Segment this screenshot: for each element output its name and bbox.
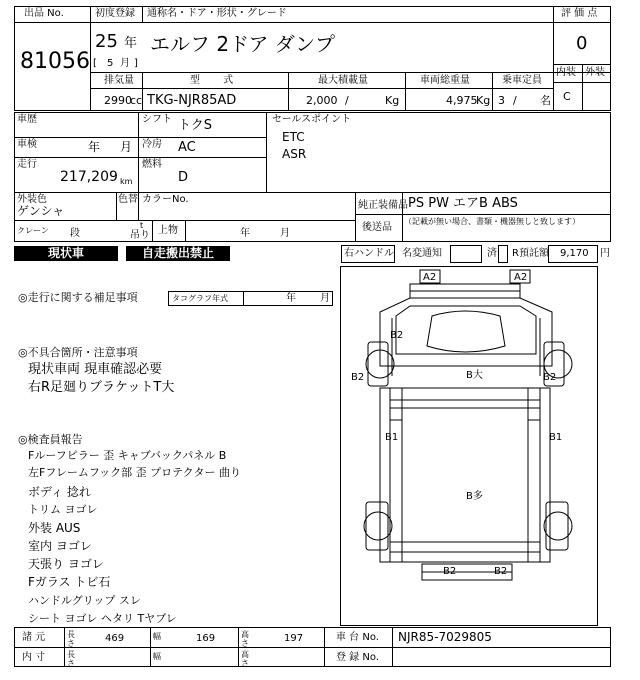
displacement-label: 排気量	[104, 75, 134, 86]
dimensions-label: 諸 元	[22, 632, 46, 643]
ac-value: AC	[178, 140, 196, 155]
mileage-label: 走行	[17, 159, 37, 170]
damage-tag-b2-front-left: B2	[351, 372, 365, 383]
damage-tag-a2-right: A2	[514, 272, 528, 283]
equipment-label: 純正装備品	[358, 200, 408, 211]
shift-label: シフト	[142, 114, 172, 125]
sales-point-label: セールスポイント	[272, 114, 352, 125]
damage-tag-b2-front-right: B2	[543, 372, 557, 383]
length-value: 469	[105, 633, 125, 644]
reg-month-close: ]	[134, 58, 138, 69]
equipment-value: PS PW エアB ABS	[408, 196, 518, 211]
fuel-value: D	[178, 170, 189, 185]
body-year-unit: 年	[240, 228, 250, 239]
recycle-deposit-label: R預託額	[512, 248, 549, 259]
max-load-value: 2,000	[306, 94, 338, 107]
inspection-month-unit: 月	[120, 140, 133, 154]
defect-line-1: 現状車両 現車確認必要	[28, 362, 163, 377]
self-drive-prohibited-banner: 自走搬出禁止	[126, 246, 230, 261]
inspector-line-5: 外装 AUS	[28, 521, 81, 535]
color-change-label: 色替	[118, 194, 138, 205]
gross-weight-unit: Kg	[476, 94, 491, 107]
tax-paid-label: 済	[487, 248, 497, 259]
tachograph-month-unit: 月	[320, 293, 330, 304]
height-value: 197	[284, 633, 304, 644]
reg-month-unit: 月	[120, 58, 130, 69]
capacity-unit: 名	[540, 94, 551, 107]
defect-line-2: 右R足廻りブラケットT大	[28, 380, 175, 395]
damage-tag-b2-cab: B2	[390, 330, 404, 341]
internal-length-label: 長さ	[67, 650, 75, 668]
reg-month: 5	[107, 58, 114, 69]
capacity-value: 3	[498, 94, 505, 107]
inspector-line-2: 左Fフレームフック部 歪 プロテクター 曲り	[28, 466, 241, 479]
displacement-value: 2990	[104, 94, 132, 107]
gross-weight-value: 4,975	[446, 94, 478, 107]
chassis-number: NJR85-7029805	[398, 630, 492, 644]
damage-tag-b-many: B多	[466, 491, 483, 502]
driving-notes-label: ◎走行に関する補足事項	[18, 291, 138, 304]
defects-label: ◎不具合箇所・注意事項	[18, 346, 138, 359]
internal-width-label: 幅	[153, 652, 161, 661]
interior-label: 内装	[556, 67, 576, 78]
crane-label: クレーン	[17, 226, 49, 235]
crane-ton-label: t	[140, 221, 144, 230]
exterior-label: 外装	[585, 67, 605, 78]
tachograph-year-unit: 年	[286, 293, 296, 304]
max-load-slash: /	[345, 94, 349, 107]
exterior-score: C	[563, 90, 571, 103]
car-name: エルフ 2ドア ダンプ	[150, 32, 336, 56]
sales-point-2: ASR	[282, 147, 307, 161]
length-label: 長さ	[67, 630, 75, 648]
exterior-color: ゲンシャ	[17, 204, 65, 218]
model-label: 型 式	[190, 75, 244, 86]
recycle-deposit-value: 9,170	[560, 248, 589, 259]
damage-tag-b1-left: B1	[385, 432, 399, 443]
steering-value: 右ハンドル	[344, 248, 394, 259]
name-change-label: 名変通知	[402, 248, 442, 259]
mileage-value: 217,209	[60, 169, 118, 185]
aftermarket-label: 後送品	[362, 222, 392, 233]
exterior-color-label: 外装色	[17, 194, 47, 205]
history-label: 車歴	[17, 114, 37, 125]
inspection-year-unit: 年	[88, 140, 101, 154]
fuel-label: 燃料	[142, 159, 162, 170]
max-load-unit: Kg	[385, 94, 400, 107]
inspector-line-8: Fガラス トビ石	[28, 575, 111, 589]
damage-tag-b-large: B大	[466, 370, 483, 381]
tax-paid-box	[498, 245, 508, 263]
damage-tag-a2-left: A2	[423, 272, 437, 283]
chassis-label: 車 台 No.	[336, 632, 379, 643]
inspector-line-4: トリム ヨゴレ	[28, 503, 98, 516]
crane-hoist-unit: 吊り	[130, 230, 150, 241]
internal-dimensions-label: 内 寸	[22, 652, 46, 663]
recycle-deposit-unit: 円	[600, 248, 610, 259]
truck-damage-diagram	[340, 266, 598, 626]
car-name-label: 通称名・ドア・形状・グレード	[147, 8, 287, 19]
inspector-line-6: 室内 ヨゴレ	[28, 539, 92, 553]
reg-year-unit: 年	[124, 36, 138, 51]
crane-stage-unit: 段	[70, 228, 80, 239]
reg-year: 25	[95, 31, 118, 52]
first-registration-label: 初度登録	[95, 8, 135, 19]
height-label: 高さ	[241, 630, 249, 648]
capacity-slash: /	[513, 94, 517, 107]
tachograph-label: タコグラフ年式	[172, 294, 228, 303]
inspector-line-10: シート ヨゴレ ヘタリ Tヤブレ	[28, 612, 177, 625]
inspector-line-3: ボディ 捻れ	[28, 485, 91, 499]
shift-value: トクS	[178, 118, 212, 133]
score-label: 評 価 点	[561, 8, 598, 19]
max-load-label: 最大積載量	[318, 75, 368, 86]
aftermarket-note: （記載が無い場合、書類・機器無しと致します）	[404, 217, 580, 226]
registration-label: 登 録 No.	[336, 652, 379, 663]
as-is-banner: 現状車	[14, 246, 118, 261]
internal-height-label: 高さ	[241, 650, 249, 668]
damage-tag-b2-rear-left: B2	[443, 566, 457, 577]
name-change-box	[450, 245, 482, 263]
inspector-line-7: 天張り ヨゴレ	[28, 557, 104, 571]
ac-label: 冷房	[142, 139, 162, 150]
body-label: 上物	[158, 225, 178, 236]
displacement-unit: cc	[130, 94, 143, 107]
capacity-label: 乗車定員	[502, 75, 542, 86]
inspector-line-1: Fルーフピラー 歪 キャブバックパネル B	[28, 449, 227, 462]
width-label: 幅	[153, 632, 161, 641]
model-code: TKG-NJR85AD	[147, 93, 237, 108]
lot-number: 81056	[20, 49, 90, 74]
body-month-unit: 月	[280, 228, 290, 239]
width-value: 169	[196, 633, 216, 644]
inspection-label: 車検	[17, 139, 37, 150]
sales-point-1: ETC	[282, 130, 305, 144]
reg-month-open: [	[93, 58, 97, 69]
mileage-unit: km	[120, 177, 133, 186]
inspector-report-label: ◎検査員報告	[18, 433, 83, 446]
damage-tag-b2-rear-right: B2	[494, 566, 508, 577]
damage-tag-b1-right: B1	[549, 432, 563, 443]
gross-weight-label: 車両総重量	[420, 75, 470, 86]
color-code-label: カラーNo.	[142, 194, 189, 205]
evaluation-score: 0	[576, 33, 588, 54]
inspector-line-9: ハンドルグリップ スレ	[28, 594, 141, 607]
lot-label: 出品 No.	[24, 8, 64, 19]
